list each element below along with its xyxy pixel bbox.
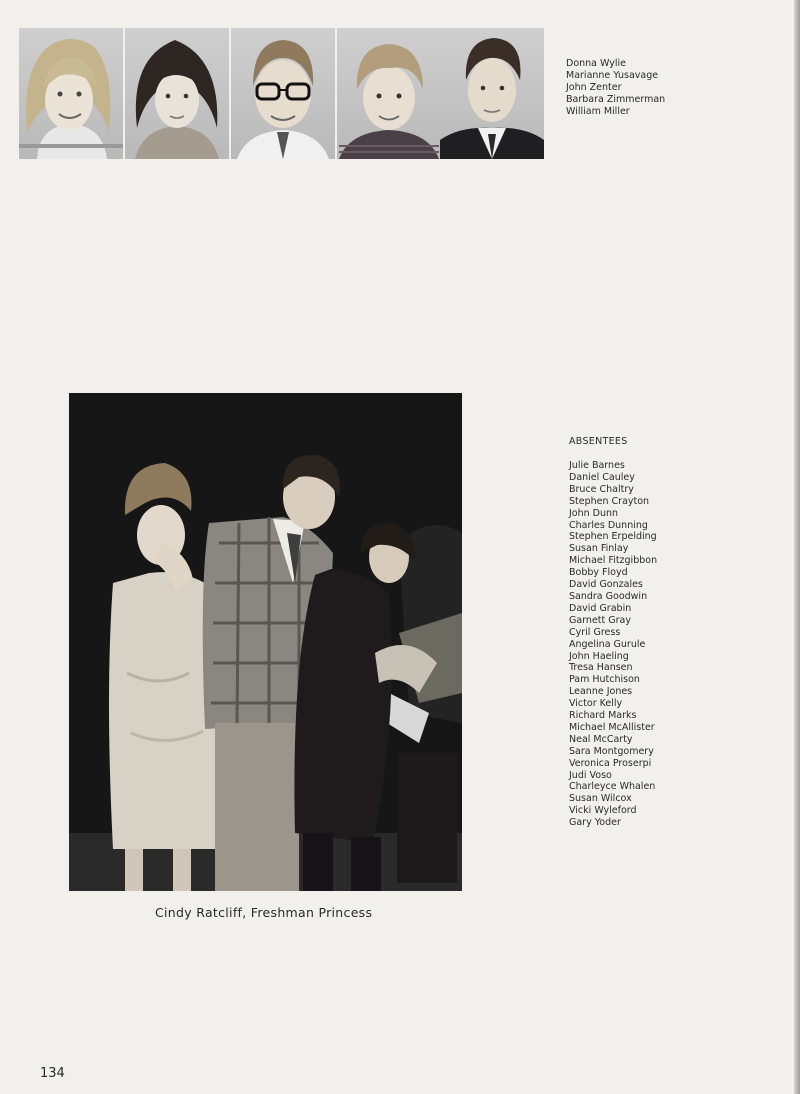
absentee-name: Judi Voso (569, 769, 612, 781)
absentee-name: Pam Hutchison (569, 674, 640, 686)
absentee-name: Charleyce Whalen (569, 781, 656, 793)
portrait-name: Barbara Zimmerman (566, 94, 666, 105)
absentee-name: Stephen Erpelding (569, 531, 657, 543)
absentee-name: Michael McAllister (569, 721, 655, 733)
portrait-name: John Zenter (566, 82, 622, 93)
portrait-name: Marianne Yusavage (566, 70, 659, 81)
absentee-name: Tresa Hansen (569, 662, 633, 674)
absentee-name: Victor Kelly (569, 698, 623, 710)
absentee-name: Veronica Proserpi (569, 757, 652, 769)
photo-caption: Cindy Ratcliff, Freshman Princess (155, 905, 373, 920)
page-edge-shadow (794, 0, 800, 1094)
portrait-names (566, 58, 665, 118)
absentee-name: Stephen Crayton (569, 495, 650, 507)
portrait-row (19, 28, 544, 159)
portrait-photo (19, 28, 123, 159)
absentee-name: Angelina Gurule (569, 638, 646, 650)
absentee-name: Richard Marks (569, 710, 637, 722)
absentee-name: David Grabin (569, 602, 632, 614)
absentee-name: John Haeling (569, 650, 629, 662)
absentee-name: Susan Finlay (569, 543, 629, 555)
portrait-photo (231, 28, 335, 159)
absentees-heading: ABSENTEES (569, 436, 628, 447)
absentee-name: Julie Barnes (569, 460, 625, 471)
absentee-name: Neal McCarty (569, 733, 633, 745)
portrait-photo (337, 28, 441, 159)
absentee-name: Cyril Gress (569, 626, 621, 638)
absentee-name: Vicki Wyleford (569, 805, 637, 817)
absentee-name: Sandra Goodwin (569, 590, 648, 602)
absentee-name: Leanne Jones (569, 686, 633, 698)
portrait-photo (125, 28, 229, 159)
absentee-name: John Dunn (569, 507, 619, 519)
absentee-name: Garnett Gray (569, 614, 631, 626)
absentee-name: Michael Fitzgibbon (569, 555, 658, 567)
absentee-name: Bobby Floyd (569, 567, 628, 579)
portrait-photo (440, 28, 544, 159)
absentee-name: Susan Wilcox (569, 793, 632, 805)
portrait-name: William Miller (566, 106, 630, 117)
absentee-name: Sara Montgomery (569, 745, 654, 757)
absentee-name: Charles Dunning (569, 519, 648, 531)
absentee-name: David Gonzales (569, 579, 643, 591)
homecoming-photo (69, 393, 462, 891)
absentee-name: Bruce Chaltry (569, 483, 634, 495)
absentee-name: Gary Yoder (569, 817, 621, 829)
absentees-list (569, 460, 657, 829)
portrait-name: Donna Wylie (566, 58, 626, 69)
absentee-name: Daniel Cauley (569, 471, 635, 483)
page-number: 134 (40, 1066, 65, 1081)
